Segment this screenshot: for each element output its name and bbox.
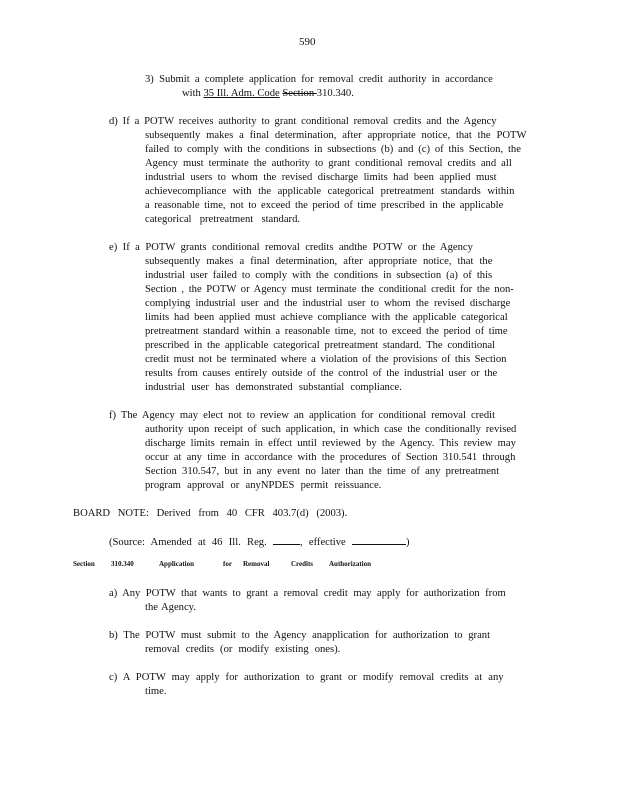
source-close: ) <box>406 537 410 548</box>
section-number: 310.340 <box>111 560 134 568</box>
item-3-text: with <box>182 88 204 99</box>
source-line <box>109 535 410 550</box>
item-e-line: results from causes entirely outside of the control of the industrial user or the <box>145 368 498 379</box>
item-e-line: limits had been applied must achieve compliance with the applicable categorical <box>145 312 508 323</box>
item-d-line: achievecompliance with the applicable categorical pretreatment standards within <box>145 186 515 197</box>
register-page-blank <box>273 535 300 545</box>
item-e-line: credit must not be terminated where a violation of the provisions of this Section <box>145 354 507 365</box>
source-effective: , effective <box>300 537 346 548</box>
item-3-line-1: 3) Submit a complete application for removal credit authority in accordance <box>145 74 493 85</box>
item-e-line: subsequently makes a final determination, after appropriate notice, that the <box>145 256 493 267</box>
item-f-line: authority upon receipt of such application, in which case the conditionally revised <box>145 424 517 435</box>
board-note: BOARD NOTE: Derived from 40 CFR 403.7(d) (2003). <box>73 508 348 519</box>
item-d-line: subsequently makes a final determination, after appropriate notice, that the POTW <box>145 130 527 141</box>
section-c-line: c) A POTW may apply for authorization to grant or modify removal credits at any <box>109 672 504 683</box>
item-d-line: industrial users to whom the revised discharge limits had been applied must <box>145 172 497 183</box>
item-e-line: prescribed in the applicable categorical pretreatment standard. The conditional <box>145 340 496 351</box>
section-label: Section <box>73 560 95 568</box>
item-f-line: program approval or anyNPDES permit reissuance. <box>145 480 382 491</box>
section-title-word: Authorization <box>329 560 371 568</box>
item-d-line: failed to comply with the conditions in subsections (b) and (c) of this Section, the <box>145 144 521 155</box>
item-3-section-number: 310.340. <box>316 88 354 99</box>
item-f-line: Section 310.547, but in any event no later than the time of any pretreatment <box>145 466 500 477</box>
item-d-line: a reasonable time, not to exceed the period of time prescribed in the applicable <box>145 200 504 211</box>
section-title-word: Application <box>159 560 195 568</box>
item-f-line: occur at any time in accordance with the procedures of Section 310.541 through <box>145 452 516 463</box>
section-b-line: removal credits (or modify existing ones). <box>145 644 341 655</box>
item-d-line: d) If a POTW receives authority to grant conditional removal credits and the Agency <box>109 116 497 127</box>
deleted-text: Section <box>282 88 317 99</box>
inserted-citation: 35 Ill. Adm. Code <box>203 88 280 99</box>
section-c-line: time. <box>145 686 167 697</box>
item-d-line: Agency must terminate the authority to grant conditional removal credits and all <box>145 158 512 169</box>
item-3-line-2 <box>182 87 354 101</box>
item-d-line: categorical pretreatment standard. <box>145 214 301 225</box>
item-e-line: industrial user has demonstrated substantial compliance. <box>145 382 402 393</box>
item-e-line: industrial user failed to comply with the conditions in subsection (a) of this <box>145 270 493 281</box>
section-title-word: Credits <box>291 560 314 568</box>
item-f-line: f) The Agency may elect not to review an application for conditional removal credit <box>109 410 496 421</box>
section-title-word: Removal <box>243 560 270 568</box>
item-e-line: Section , the POTW or Agency must terminate the conditional credit for the non- <box>145 284 514 295</box>
effective-date-blank <box>352 535 406 545</box>
section-a-line: the Agency. <box>145 602 196 613</box>
item-e-line: e) If a POTW grants conditional removal credits andthe POTW or the Agency <box>109 242 473 253</box>
item-e-line: pretreatment standard within a reasonable time, not to exceed the period of time <box>145 326 508 337</box>
section-a-line: a) Any POTW that wants to grant a removal credit may apply for authorization from <box>109 588 506 599</box>
page-number: 590 <box>299 36 316 48</box>
item-e-line: complying industrial user and the industrial user to whom the revised discharge <box>145 298 511 309</box>
item-f-line: discharge limits remain in effect until reviewed by the Agency. This review may <box>145 438 516 449</box>
source-text: (Source: Amended at 46 Ill. Reg. <box>109 537 267 548</box>
section-title-word: for <box>223 560 232 568</box>
section-b-line: b) The POTW must submit to the Agency anapplication for authorization to grant <box>109 630 491 641</box>
